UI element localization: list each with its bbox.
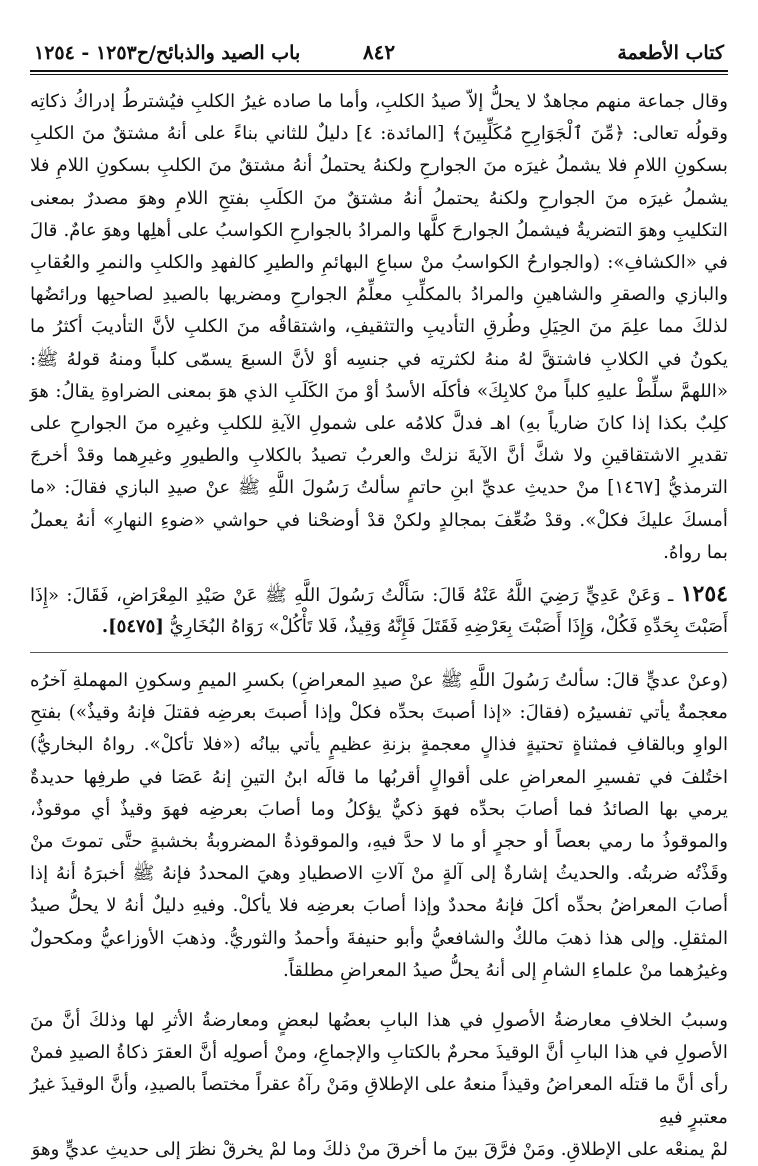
page-number: ٨٤٢ — [362, 40, 396, 64]
running-header — [30, 40, 728, 72]
hadith-block — [30, 579, 728, 653]
book-title: كتاب الأطعمة — [617, 42, 724, 64]
hadith-number: ١٢٥٤ — [680, 581, 728, 608]
commentary-paragraph-3-last-line: لمْ يمنعْه على الإطلاقِ. ومَنْ فرَّقَ بينَ ما أخرقَ منْ ذلكَ وما لمْ يخرقْ نظرَ إلى حديثِ عديٍّ وهوَ — [31, 1138, 728, 1160]
commentary-paragraph-3 — [30, 1005, 728, 1166]
hadith-reference: [٥٤٧٥]. — [101, 616, 164, 638]
commentary-paragraph-3-text: وسببُ الخلافِ معارضةُ الأصولِ في هذا البابِ بعضُها لبعضٍ ومعارضةُ الأثرِ لها وذلكَ أنَّ منَ الأصولِ في هذا البابِ أنَّ الوقيذَ محرمٌ بالكتابِ والإجماعِ، ومنْ أصولِه أنَّ العقرَ ذكاةُ الصيدِ فمنْ رأى أنَّ ما قتلَه المعراضُ وقيذاً منعهُ على الإطلاقِ ومَنْ رآهُ عقراً مختصاً بالصيدِ، وأنَّ الوقيذَ غيرُ معتبرٍ فيهِ — [30, 1010, 728, 1128]
commentary-paragraph-2: (وعنْ عديٍّ قالَ: سألتُ رَسُولَ اللَّهِ ﷺ عنْ صيدِ المعراضِ) بكسرِ الميمِ وسكونِ المهملةِ آخرُه معجمةٌ يأتي تفسيرُه (فقالَ: «إذا أصبتَ بحدِّه فكلْ وإذا أصبتَ بعرضِه فقتلَ فإنهُ وقيذٌ») بفتحِ الواوِ وبالقافِ فمثناةٍ تحتيةٍ فذالٍ معجمةٍ بزنةِ عظيمٍ يأتي بيانُه («فلا تأكلْ». رواهُ البخاريُّ) اختُلفَ في تفسيرِ المعراضِ على أقوالٍ أقربُها ما قالَه ابنُ التينِ إنهُ عَصَا في طرفِها حديدةٌ يرمي بها الصائدُ فما أصابَ بحدِّه فهوَ ذكيٌّ يؤكلُ وما أصابَ بعرضِه فهوَ وقيذٌ أي موقوذٌ، والموقوذُ ما رمي بعصاً أو حجرٍ أو ما لا حدَّ فيهِ، والموقوذةُ المضروبةُ بخشبةٍ حتَّى تموتَ منْ وقَذْتُه ضربتُه. والحديثُ إشارةٌ إلى آلةٍ منْ آلاتِ الاصطيادِ وهيَ المحددُ فإنهُ ﷺ أخبرَهُ أنهُ إذا أصابَ المعراضُ بحدِّه أكلَ فإنهُ محددٌ وإذا أصابَ بعرضِه فلا يأكلْ. وفيهِ دليلٌ أنهُ لا يحلُّ صيدُ المثقلِ. وإلى هذا ذهبَ مالكٌ والشافعيُّ وأبو حنيفةَ وأحمدُ والثوريُّ. وذهبَ الأوزاعيُّ ومكحولٌ وغيرُهما منْ علماءِ الشامِ إلى أنهُ يحلُّ صيدُ المعراضِ مطلقاً. — [30, 670, 728, 981]
hadith-text: ـ وَعَنْ عَدِيٍّ رَضِيَ اللَّهُ عَنْهُ قَالَ: سَأَلْتُ رَسُولَ اللَّهِ ﷺ عَنْ صَيْدِ المِعْرَاضِ، فَقَالَ: «إِذَا أَصَبْتَ بِحَدِّهِ فَكُلْ، وَإِذَا أَصَبْتَ بِعَرْضِهِ فَقَتَلَ فَإِنَّهُ وَقِيذٌ، فَلا تَأْكُلْ» رَوَاهُ البُخَارِيُّ — [30, 585, 728, 638]
chapter-title: باب الصيد والذبائح/ح١٢٥٣ - ١٢٥٤ — [33, 42, 301, 64]
commentary-paragraph-1: وقال جماعة منهم مجاهدٌ لا يحلُّ إلاّ صيدُ الكلبِ، وأما ما صاده غيرُ الكلبِ فيُشترطُ إدراكُ ذكاتِه وقولُه تعالى: ﴿مِّنَ ٱلْجَوَارِحِ مُكَلِّبِينَ﴾ [المائدة: ٤] دليلٌ للثاني بناءً على أنهُ مشتقٌ منَ الكلبِ بسكونِ اللامِ فلا يشملُ غيرَه منَ الجوارحِ ولكنهُ يحتملُ أنهُ مشتقٌ منَ الكلبِ بسكونِ اللامِ فلا يشملُ غيرَه منَ الجوارحِ ولكنهُ يحتملُ أنهُ مشتقٌ منَ الكلَبِ بفتحِ اللامِ وهوَ مصدرٌ بمعنى التكليبِ وهوَ التضريةُ فيشملُ الجوارحَ كلَّها والمرادُ بالجوارحِ الكواسبُ على أهلِها وهوَ عامٌ. قالَ في «الكشافِ»: (والجوارحُ الكواسبُ منْ سباعِ البهائمِ والطيرِ كالفهدِ والكلبِ والنمرِ والعُقابِ والبازي والصقرِ والشاهينِ والمرادُ بالمكلِّبِ معلِّمُ الجوارحِ ومضريها بالصيدِ لصاحبِها ورائضُها لذلكَ مما علِمَ منَ الحِيَلِ وطُرقِ التأديبِ والتثقيفِ، واشتقاقُه منَ الكلبِ لأنَّ التأديبَ أكثرُ ما يكونُ في الكلابِ فاشتقَّ لهُ منهُ لكثرتِه في جنسِه أوْ لأنَّ السبعَ يسمّى كلباً ومنهُ قولهُ ﷺ: «اللهمَّ سلِّطْ عليهِ كلباً منْ كلابِكَ» فأكلَه الأسدُ أوْ منَ الكَلَبِ الذي هوَ بمعنى الضراوةِ يقالُ: هوَ كلِبٌ بكذا إذا كانَ ضارياً بهِ) اهـ فدلَّ كلامُه على شمولِ الآيةِ للكلبِ وغيرِه منَ الجوارحِ على تقديرِ الاشتقاقينِ ولا شكَّ أنَّ الآيةَ نزلتْ والعربُ تصيدُ بالكلابِ والطيورِ وغيرِهما وقدْ أخرجَ الترمذيُّ [١٤٦٧] منْ حديثِ عديِّ ابنِ حاتمٍ سألتُ رَسُولَ اللَّهِ ﷺ عنْ صيدِ البازي فقالَ: «ما أمسكَ عليكَ فكلْ». وقدْ ضُعِّفَ بمجالدٍ ولكنْ قدْ أوضحْنا في حواشي «ضوءِ النهارِ» أنهُ يعملُ بما رواهُ. — [30, 91, 728, 563]
